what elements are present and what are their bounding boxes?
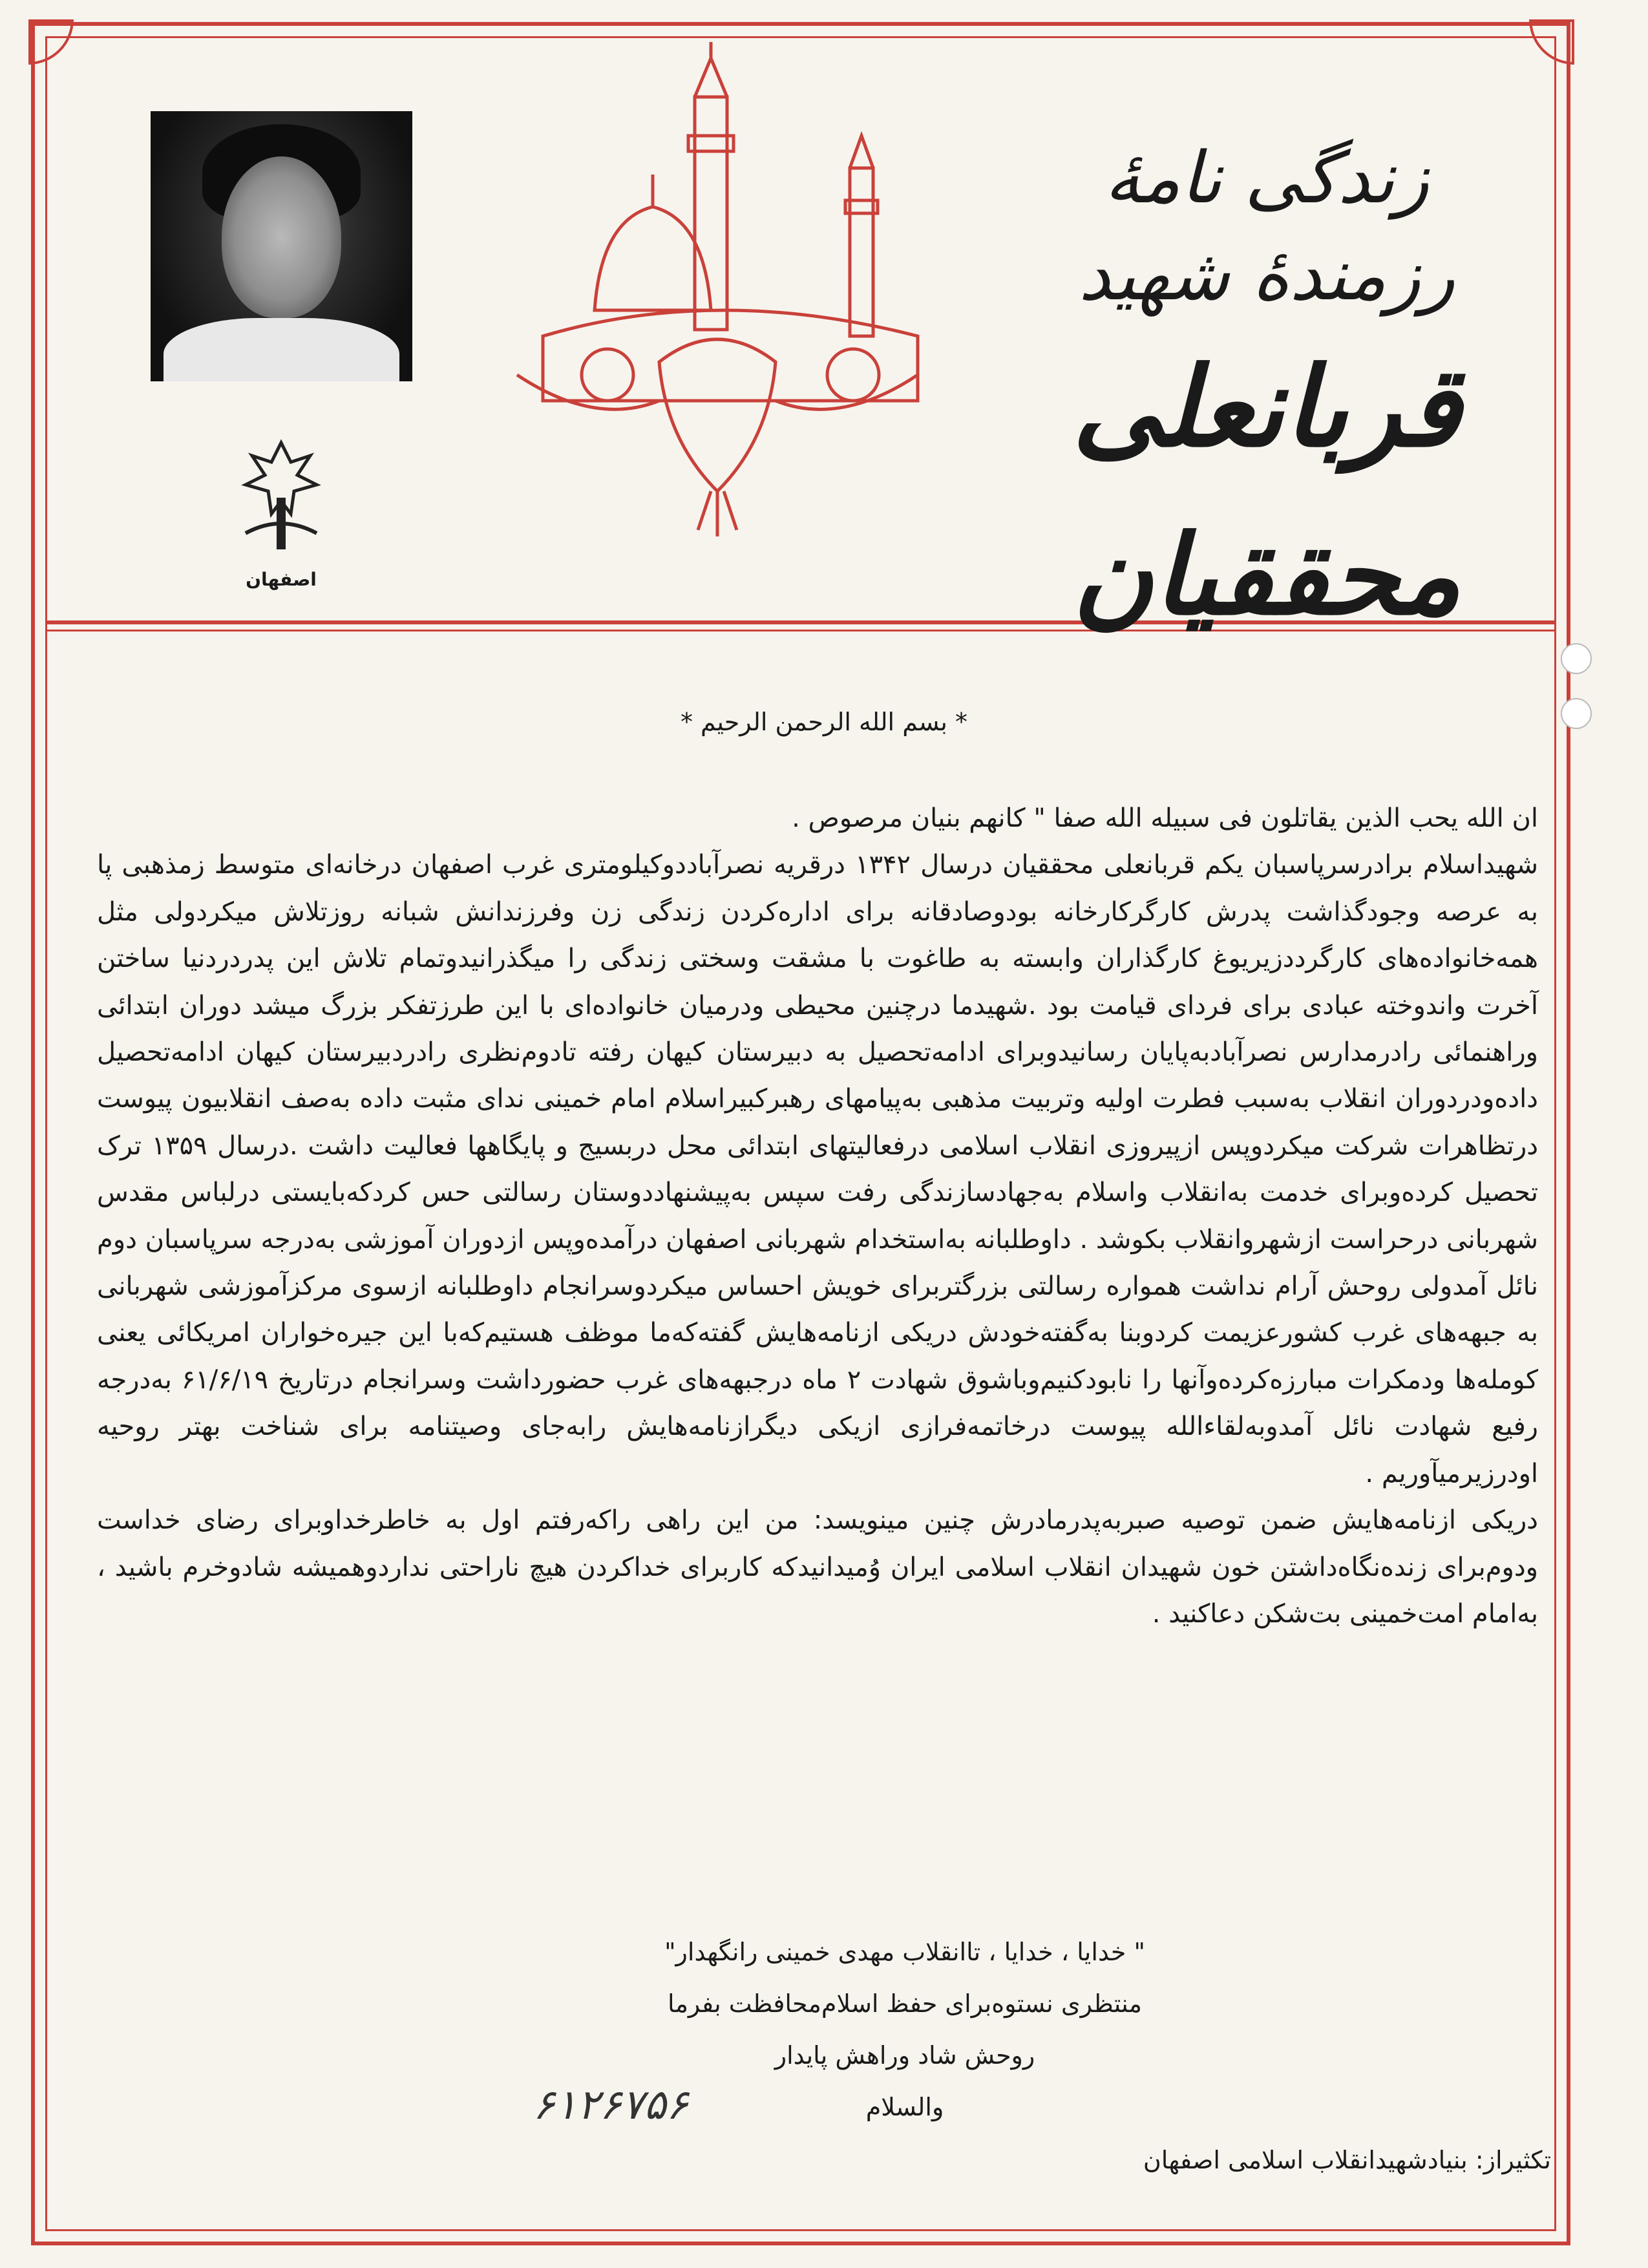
letter-excerpt-paragraph: دریکی ازنامه‌هایش ضمن توصیه صبربه‌پدرمادرش چنین مینویسد: من این راهی راکه‌رفتم اول به خاطرخداوبرای رضای خداست ودوم‌برای زنده‌نگاه‌داشتن خون شهیدان انقلاب اسلامی ایران وُمیدانیدکه کاربرای خداکردن هیچ ناراحتی نداردوهمیشه شادوخرم باشید ، به‌امام امت‌خمینی بت‌شکن دعاکنید . xyxy=(97,1505,1538,1629)
title-block xyxy=(1021,129,1512,640)
biography-body xyxy=(97,795,1538,1637)
martyr-portrait xyxy=(151,111,412,381)
martyr-name: قربانعلی محققیان xyxy=(1072,343,1461,640)
title-line-2: رزمندهٔ شهید xyxy=(1078,233,1455,316)
emblem-label: اصفهان xyxy=(246,569,317,590)
shrine-illustration-icon xyxy=(465,39,969,543)
closing-line: " خدایا ، خدایا ، تاانقلاب مهدی خمینی رانگهدار" xyxy=(664,1938,1145,1966)
title-line-1: زندگی نامهٔ xyxy=(1104,136,1430,219)
closing-line: منتظری نستوه‌برای حفظ اسلام‌محافظت بفرما xyxy=(667,1989,1142,2018)
closing-line: والسلام xyxy=(865,2093,944,2121)
closing-line: روحش شاد وراهش پایدار xyxy=(774,2041,1035,2070)
biography-paragraph: شهیداسلام برادرسرپاسبان یکم قربانعلی محققیان درسال ۱۳۴۲ درقریه نصرآباددوکیلومتری غرب اصفهان درخانه‌ای متوسط زمذهبی پا به عرصه وجودگذاشت پدرش کارگرکارخانه بودوصادقانه برای اداره‌کردن زندگی زن وفرزندانش شبانه روزتلاش میکردولی مثل همه‌خانواده‌های کارگرددزیریوغ کارگذاران وابسته به طاغوت با مشقت وسختی زندگی را میگذرانیدوتمام تلاش این پدردردنیا ساختن آخرت واندوخته عبادی برای فردای قیامت بود .شهیدما درچنین محیطی ودرمیان خانواده‌ای با این طرزتفکر بزرگ میشد دوران ابتدائی وراهنمائی رادرمدارس نصرآبادبه‌پایان رسانیدوبرای ادامه‌تحصیل به دبیرستان کیهان رفته تادوم‌نظری رادردبیرستان کیهان ادامه‌تحصیل داده‌ودردوران انقلاب به‌سبب فطرت اولیه وتربیت مذهبی به‌پیامهای رهبرکبیراسلام امام خمینی ندای مثبت داده به‌صف انقلابیون پیوست درتظاهرات شرکت میکردوپس ازپیروزی انقلاب اسلامی درفعالیتهای ابتدائی محل دربسیج و پایگاهها فعالیت داشت .درسال ۱۳۵۹ ترک تحصیل کرده‌وبرای خدمت به‌انقلاب واسلام به‌جهادسازندگی رفت سپس به‌پیشنهاددوستان رسالتی حس کردکه‌بایستی درلباس مقدس شهربانی درحراست ازشهروانقلاب بکوشد . داوطلبانه به‌استخدام شهربانی اصفهان درآمده‌وپس ازدوران آموزشی به‌درجه سرپاسبان دوم نائل آمدولی روحش آرام نداشت همواره رسالتی بزرگتربرای خویش احساس میکردوسرانجام داوطلبانه ازسوی مرکزآموزشی شهربانی به جبهه‌های غرب کشورعزیمت کردوبنا به‌گفته‌خودش دریکی ازنامه‌هایش گفته‌که‌ما موظف هستیم‌که‌با این جیره‌خواران امریکائی یعنی کومله‌ها ودمکرات مبارزه‌کرده‌وآنها را نابودکنیم‌وباشوق شهادت ۲ ماه درجبهه‌های غرب حضورداشت وسرانجام درتاریخ ۶۱/۶/۱۹ به‌درجه رفیع شهادت نائل آمدوبه‌لقاءالله پیوست درخاتمه‌فرازی ازیکی دیگرازنامه‌هایش رابه‌جای وصیتنامه برای شناخت بهتر روحیه اودرزیرمیآوریم . xyxy=(97,850,1539,1489)
basmala: * بسم الله الرحمن الرحیم * xyxy=(680,708,968,736)
punch-hole xyxy=(1561,643,1592,674)
publisher-footer: تکثیراز: بنیادشهیدانقلاب اسلامی اصفهان xyxy=(1143,2146,1551,2174)
quran-quote: ان الله یحب الذین یقاتلون فی سبیله الله صفا " کانهم بنیان مرصوص . xyxy=(792,803,1538,833)
handwritten-number: ۶۱۲۶۷۵۶ xyxy=(533,2081,688,2129)
irgc-emblem-icon xyxy=(233,436,330,559)
